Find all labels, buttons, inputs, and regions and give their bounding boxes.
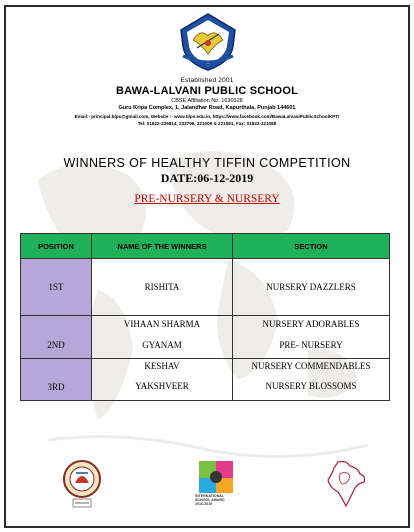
table-header-row xyxy=(21,234,390,259)
award-text-line: SCHOOL AWARD xyxy=(195,498,225,503)
section-name: NURSERY DAZZLERS xyxy=(233,259,390,316)
position-label: 3RD xyxy=(47,381,65,392)
section-name: PRE- NURSERY xyxy=(279,340,343,350)
sections-cell xyxy=(233,316,390,359)
column-header-position: POSITION xyxy=(21,234,92,259)
affiliation-text: CBSE Affiliation No. 1630328 xyxy=(171,98,243,104)
india-map-icon xyxy=(320,458,372,510)
position-cell: 1ST xyxy=(21,259,92,316)
award-text-line: INTERNATIONAL xyxy=(195,494,225,498)
column-header-section: SECTION xyxy=(233,234,390,259)
position-label: 2ND xyxy=(47,340,65,350)
established-text: Established 2001 xyxy=(180,77,234,84)
address-text: Guru Kripa Complex, 1, Jalandhar Road, Kapurthala, Punjab 144601 xyxy=(118,105,296,111)
school-name: BAWA-LALVANI PUBLIC SCHOOL xyxy=(115,85,298,97)
winner-name: RISHITA xyxy=(92,259,233,316)
award-text xyxy=(195,494,241,507)
section-name: NURSERY BLOSSOMS xyxy=(265,381,357,391)
winner-name: VIHAAN SHARMA xyxy=(123,319,201,329)
table-row xyxy=(21,259,390,316)
column-header-name: NAME OF THE WINNERS xyxy=(92,234,233,259)
category-heading: PRE-NURSERY & NURSERY xyxy=(134,193,280,205)
contact-line: Email:- principal.blps@gmail.com, Website :- www.blps.edu.in, https://www.facebook.com/BawaLalvaniPublicSchoolKPT/ xyxy=(74,114,340,119)
sections-cell xyxy=(233,359,390,401)
cbse-emblem-icon xyxy=(61,459,103,511)
phone-line: Tel: 01822-235814, 233796, 221009 & 221591, Fax: 01822-221088 xyxy=(137,121,277,126)
winner-name: YAKSHVEER xyxy=(135,381,189,391)
section-name: NURSERY COMMENDABLES xyxy=(251,361,371,371)
winner-name: GYANAM xyxy=(142,340,182,350)
winner-name: KESHAV xyxy=(144,361,180,371)
award-text-line: 2016-2019 xyxy=(195,502,213,507)
section-name: NURSERY ADORABLES xyxy=(262,319,360,329)
winner-names-cell xyxy=(92,316,233,359)
school-logo xyxy=(175,10,241,72)
position-cell xyxy=(21,316,92,359)
document-title: WINNERS OF HEALTHY TIFFIN COMPETITION xyxy=(63,156,351,170)
winner-names-cell xyxy=(92,359,233,401)
winners-table xyxy=(20,233,390,401)
table-row xyxy=(21,316,390,359)
document-date: DATE:06-12-2019 xyxy=(160,171,254,185)
position-cell xyxy=(21,359,92,401)
table-row xyxy=(21,359,390,401)
